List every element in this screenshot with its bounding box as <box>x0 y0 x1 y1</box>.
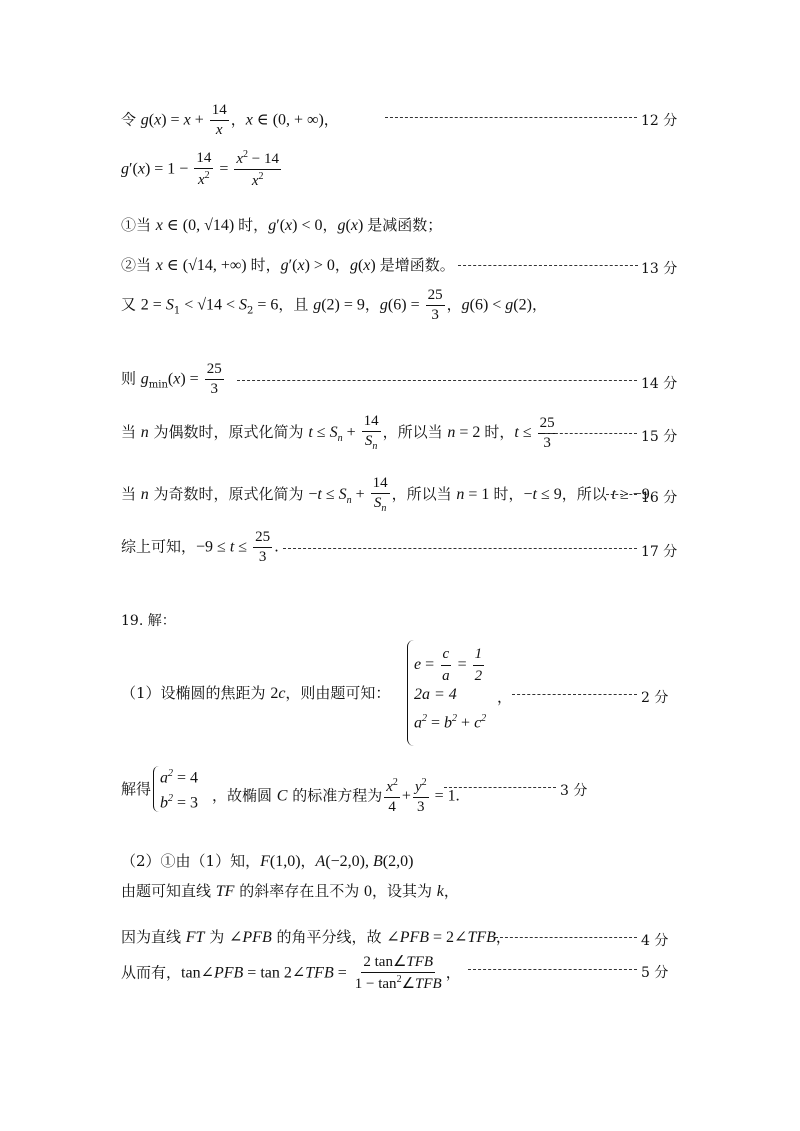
score-leader <box>385 117 637 118</box>
score-leader <box>545 433 637 434</box>
line-even-case: 当 n 为偶数时，原式化简为 $t \le S_n$ + $\frac{14}{S_n}$ ，所以当 n = 2 时，t ≤ $\frac{25}{3}$ <box>121 413 555 452</box>
solution-eq-2: $b^2 = 3$ <box>160 793 199 812</box>
score-leader <box>237 380 637 381</box>
score-label: 15 分 <box>641 429 678 445</box>
score-leader <box>468 969 637 970</box>
score-label: 3 分 <box>560 783 588 799</box>
score-leader <box>458 265 638 266</box>
score-label: 16 分 <box>641 490 678 506</box>
line-conclusion: 综上可知，−9 ≤ t ≤ $\frac{25}{3}$ . <box>121 529 279 565</box>
solution-brace <box>153 766 159 812</box>
solution-eq-1: $a^2 = 4$ <box>160 768 199 787</box>
line-compare-values: 又 $2 = S_1 < √14 < S_2 = 6$，且 g(2) = 9，g(6) = $\frac{25}{3}$ ，g(6) < g(2)， <box>121 287 547 323</box>
line-odd-case: 当 n 为奇数时，原式化简为 $-t \le S_n$ + $\frac{14}{S_n}$ ，所以当 n = 1 时，−t ≤ 9，所以 t ≥ −9 <box>121 475 650 514</box>
score-leader <box>283 548 637 549</box>
system-brace <box>407 640 414 746</box>
line-tan-double: 从而有，tan∠PFB = tan 2∠TFB = $\frac{\text{2 tan∠TFB}}{1 - \tan^2\angle TFB}$ ， <box>121 954 461 992</box>
line-ellipse-setup: （1）设椭圆的焦距为 2c，则由题可知： <box>121 684 391 702</box>
score-leader <box>512 694 637 695</box>
system-eq-3: $a^2 = b^2 + c^2$ <box>414 713 487 732</box>
score-leader <box>444 787 556 788</box>
system-eq-2: 2a = 4 <box>414 686 457 703</box>
problem-19-heading: 19. 解： <box>121 613 176 629</box>
line-define-g: 令 g(x) = x + $\frac{14}{x}$ ，x ∈ (0, + ∞)， <box>121 102 339 138</box>
line-case-increasing: ②当 x ∈ (√14, +∞) 时，g′(x) > 0，g(x) 是增函数。 <box>121 256 455 274</box>
score-label: 13 分 <box>641 261 678 277</box>
line-ellipse-equation: 解得 <box>121 780 152 798</box>
score-label: 2 分 <box>641 690 669 706</box>
score-label: 5 分 <box>641 965 669 981</box>
score-leader <box>495 937 637 938</box>
score-label: 4 分 <box>641 933 669 949</box>
score-leader <box>606 494 637 495</box>
line-gmin: 则 $g_{min}(x)$ = $\frac{25}{3}$ <box>121 361 222 397</box>
comma: ， <box>497 688 513 706</box>
system-eq-1: e = $\frac{c}{a}$ = $\frac{1}{2}$ <box>414 646 483 684</box>
line-slope: 由题可知直线 TF 的斜率存在且不为 0，设其为 k， <box>121 882 459 900</box>
line-ellipse-equation-tail: ，故椭圆 C 的标准方程为 $\frac{x^2}{4}$ + $\frac{y^2}{3}$ = 1. <box>212 777 460 815</box>
line-derivative: g′(x) = 1 − $\frac{14}{x^2}$ = $\frac{x^2 - 14}{x^2}$ <box>121 149 279 189</box>
score-label: 17 分 <box>641 544 678 560</box>
score-label: 14 分 <box>641 376 678 392</box>
line-angle-bisector: 因为直线 FT 为 ∠PFB 的角平分线，故 ∠PFB = 2∠TFB， <box>121 928 511 946</box>
score-label: 12 分 <box>641 113 678 129</box>
line-points: （2）①由（1）知，F(1,0)，A(−2,0), B(2,0) <box>121 852 414 870</box>
line-case-decreasing: ①当 x ∈ (0, √14) 时，g′(x) < 0，g(x) 是减函数； <box>121 216 443 234</box>
